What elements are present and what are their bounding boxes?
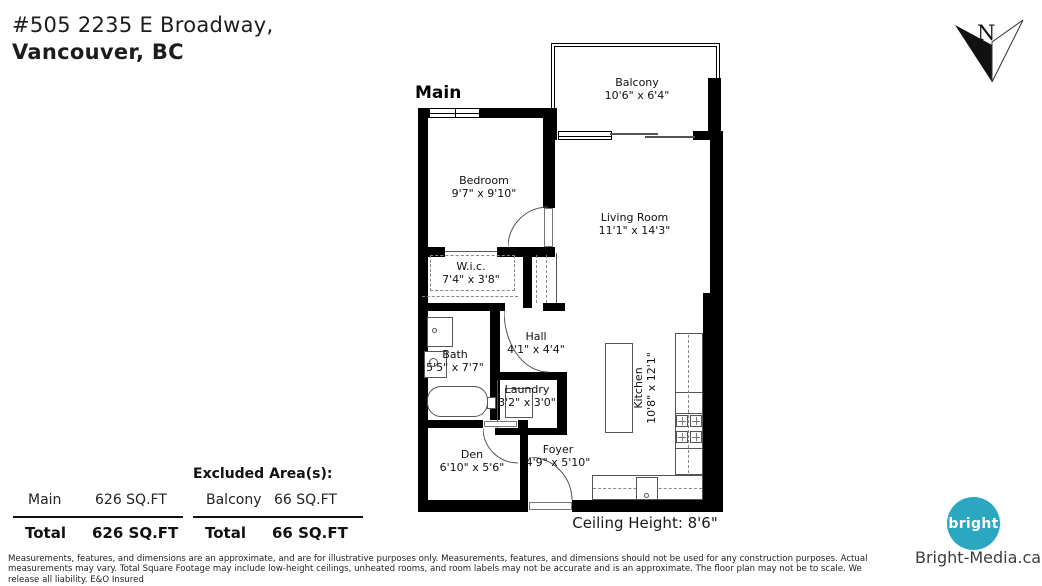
room-label-kitchen	[633, 328, 663, 448]
table-rule	[193, 516, 363, 518]
area-row-value: 66 SQ.FT	[274, 492, 337, 508]
wic-opening-header	[445, 251, 497, 252]
den-door-leaf	[484, 421, 517, 427]
disclaimer-line: Measurements, features, and dimensions are an approximate, and are for illustrative purposes only. Measurements, features, and dimensions should not be used for any construction purposes. Actual	[8, 554, 868, 564]
room-label-balcony	[567, 77, 707, 102]
bright-media-website: Bright-Media.ca	[915, 548, 1042, 567]
room-label-living-room	[567, 212, 702, 237]
closet-shelf-line	[546, 255, 547, 303]
compass-n-label: N	[977, 21, 996, 45]
room-name: W.i.c.	[456, 260, 486, 273]
room-name: Bath	[442, 348, 468, 361]
room-dims: 5'5" x 7'7"	[426, 360, 484, 374]
room-label-foyer	[516, 444, 600, 469]
wall	[518, 420, 528, 428]
room-label-bedroom	[420, 175, 548, 200]
ceiling-height-label: Ceiling Height: 8'6"	[572, 514, 718, 532]
room-label-wic	[426, 261, 516, 286]
wall	[495, 372, 565, 380]
excluded-area-table	[193, 460, 365, 550]
room-dims: 7'4" x 3'8"	[442, 272, 500, 286]
disclaimer	[8, 554, 1038, 585]
wall	[418, 420, 483, 428]
stove-burner	[676, 431, 688, 443]
shower-icon	[427, 317, 453, 347]
sliding-door-panel	[645, 136, 695, 138]
wall	[543, 303, 565, 311]
disclaimer-line: measurements may vary. Total Square Footage may include low-height ceilings, unheated rooms, and room labels may not be accurate and is an approximate. The floor plan may not be to scale. We	[8, 564, 862, 575]
stove-burner	[690, 415, 702, 427]
table-rule	[13, 516, 183, 518]
room-name: Bedroom	[459, 174, 509, 187]
room-dims: 10'8" x 12'1"	[644, 352, 658, 424]
kitchen-counter-right	[675, 333, 703, 475]
room-dims: 9'7" x 9'10"	[451, 186, 517, 200]
included-area-table	[13, 460, 185, 550]
room-dims: 4'1" x 4'4"	[507, 342, 565, 356]
address-line2: Vancouver, BC	[12, 40, 184, 64]
room-label-bath	[413, 349, 497, 374]
kitchen-island	[605, 343, 633, 433]
sliding-door-panel	[610, 133, 658, 135]
address-header	[12, 12, 274, 66]
address-line1: #505 2235 E Broadway,	[12, 13, 274, 37]
counter-divider	[675, 413, 703, 414]
wic-shelf-line	[422, 296, 518, 297]
bright-media-logo	[947, 497, 1000, 550]
closet-front	[556, 253, 557, 303]
room-name: Foyer	[542, 443, 574, 456]
disclaimer-line: release all liability. E&O Insured	[8, 574, 144, 585]
wall	[523, 252, 532, 308]
balcony-window	[558, 131, 612, 140]
room-name: Balcony	[615, 76, 659, 89]
room-dims: 3'2" x 3'0"	[498, 395, 556, 409]
room-dims: 4'9" x 5'10"	[525, 455, 591, 469]
wall	[710, 131, 723, 293]
excluded-header: Excluded Area(s):	[193, 466, 333, 482]
floor-label: Main	[415, 83, 462, 103]
wall	[418, 303, 505, 311]
room-label-den	[431, 449, 513, 474]
entry-door-leaf	[529, 502, 572, 510]
total-label: Total	[205, 524, 246, 542]
room-name: Living Room	[600, 211, 669, 224]
bedroom-door-arc	[508, 206, 549, 248]
room-dims: 10'6" x 6'4"	[604, 88, 670, 102]
counter-divider	[675, 392, 703, 393]
closet-shelf-line	[536, 255, 537, 303]
compass-north-icon	[943, 10, 1028, 90]
total-value: 66 SQ.FT	[272, 524, 348, 542]
stove-burner	[676, 415, 688, 427]
logo-text: bright	[948, 515, 999, 532]
room-dims: 11'1" x 14'3"	[598, 223, 671, 237]
wall	[572, 500, 723, 512]
wall	[703, 293, 723, 512]
wall	[418, 500, 528, 512]
area-row-label: Main	[28, 492, 62, 508]
stove-burner	[690, 431, 702, 443]
bedroom-window	[429, 108, 480, 118]
shower-knob	[432, 328, 437, 333]
wall	[520, 428, 528, 512]
room-label-hall	[494, 331, 578, 356]
bathtub-icon	[427, 386, 488, 417]
room-label-laundry	[485, 384, 569, 409]
total-label: Total	[25, 524, 66, 542]
area-row-label: Balcony	[206, 492, 262, 508]
room-name: Den	[460, 448, 484, 461]
kitchen-faucet	[644, 493, 649, 498]
total-value: 626 SQ.FT	[92, 524, 179, 542]
room-name: Kitchen	[632, 367, 645, 409]
room-name: Laundry	[504, 383, 550, 396]
upper-cabinet-line	[688, 335, 689, 473]
area-row-value: 626 SQ.FT	[95, 492, 167, 508]
counter-divider	[675, 448, 703, 449]
room-dims: 6'10" x 5'6"	[439, 460, 505, 474]
room-name: Hall	[525, 330, 547, 343]
